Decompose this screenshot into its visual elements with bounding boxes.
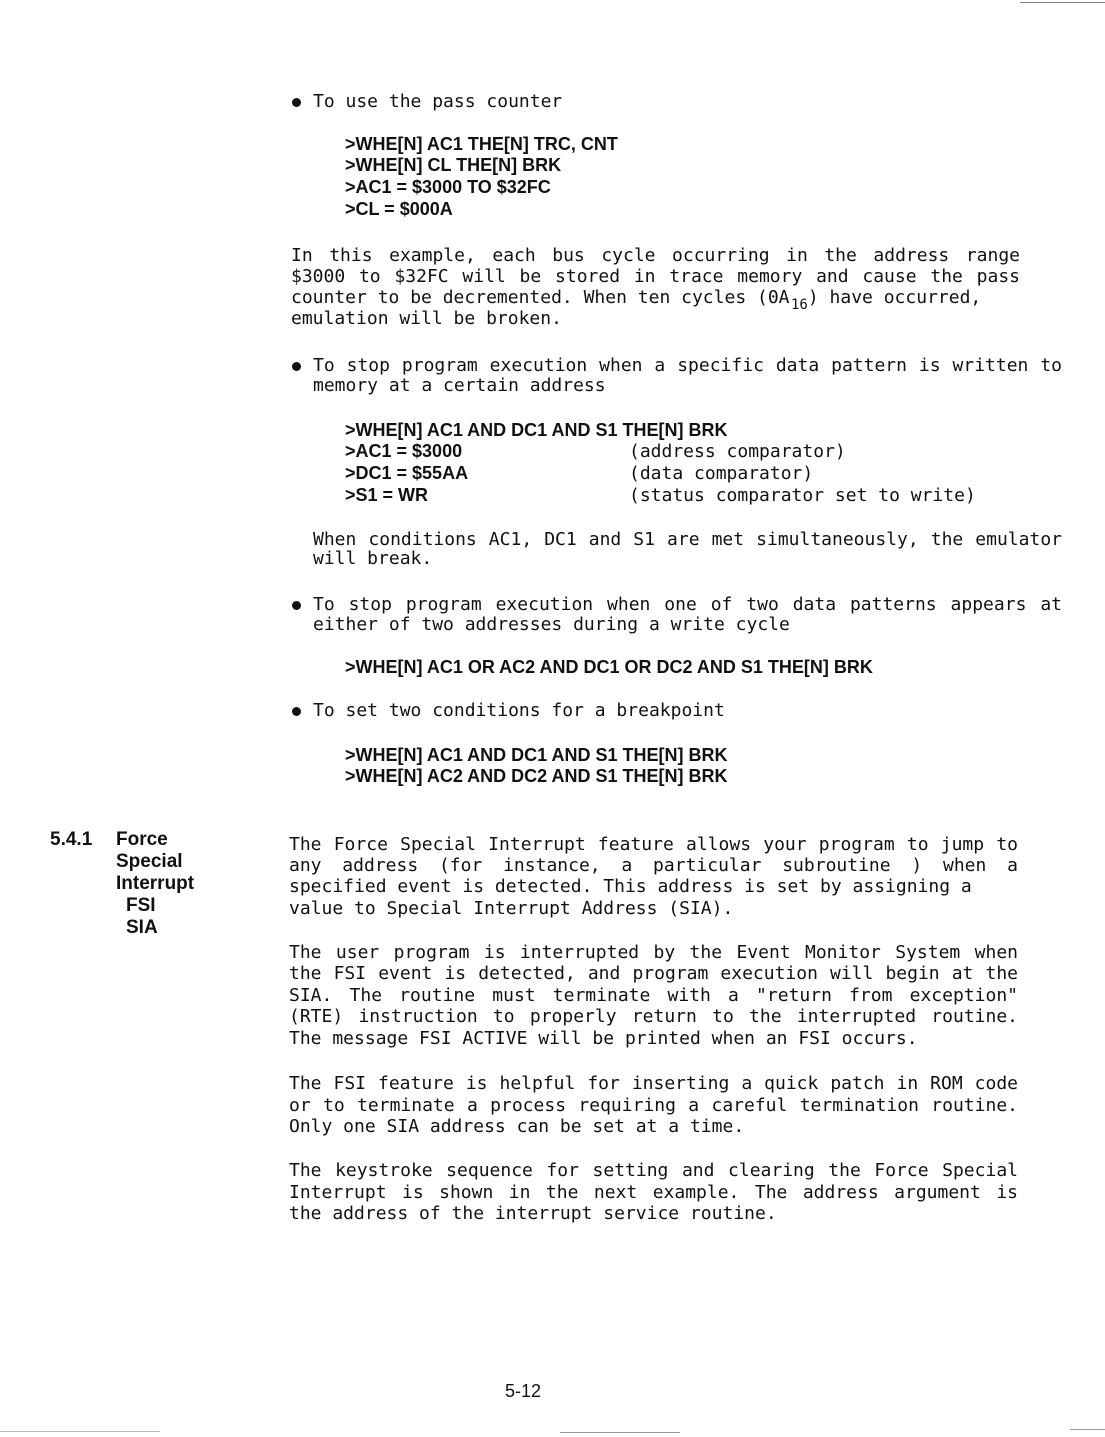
paragraph-line: specified event is detected. This address is set by assigning a xyxy=(289,876,972,897)
code-comment: (data comparator) xyxy=(629,463,814,484)
scan-edge-line xyxy=(1020,2,1105,3)
paragraph-line-end xyxy=(791,287,981,316)
paragraph-line: Interrupt is shown in the next example. The address argument is xyxy=(289,1182,1018,1203)
bullet-heading-line: either of two addresses during a write cycle xyxy=(313,614,790,635)
bullet-heading-line: To stop program execution when a specific data pattern is written to xyxy=(313,355,1062,376)
code-comment: (status comparator set to write) xyxy=(629,485,976,506)
scan-edge-line xyxy=(0,1431,160,1432)
bullet-dot xyxy=(292,98,301,107)
section-heading-line: Force xyxy=(116,829,168,850)
bullet-heading-line: To stop program execution when one of two data patterns appears at xyxy=(313,594,1062,615)
paragraph-line: emulation will be broken. xyxy=(291,308,562,329)
bullet-heading-line: memory at a certain address xyxy=(313,375,606,396)
bullet-dot xyxy=(292,362,301,371)
code-line: >AC1 = $3000 TO $32FC xyxy=(345,177,551,197)
paragraph-line: The Force Special Interrupt feature allows your program to jump to xyxy=(289,834,1018,855)
code-line: >CL = $000A xyxy=(345,199,453,219)
text-segment: counter to be decremented. When ten cycles (0A xyxy=(291,287,790,308)
paragraph-line: The FSI feature is helpful for inserting a quick patch in ROM code xyxy=(289,1073,1018,1094)
section-heading-line: FSI xyxy=(126,895,156,916)
paragraph-line: Only one SIA address can be set at a time. xyxy=(289,1116,745,1137)
code-line: >WHE[N] AC1 AND DC1 AND S1 THE[N] BRK xyxy=(345,420,728,440)
section-number: 5.4.1 xyxy=(50,829,93,850)
paragraph-line: $3000 to $32FC will be stored in trace memory and cause the pass xyxy=(291,266,1020,287)
bullet-dot xyxy=(292,707,301,716)
paragraph-line: (RTE) instruction to properly return to the interrupted routine. xyxy=(289,1006,1018,1027)
bullet-dot xyxy=(292,601,301,610)
section-heading-line: SIA xyxy=(126,917,158,938)
page-number: 5-12 xyxy=(505,1381,542,1401)
code-line: >WHE[N] AC1 AND DC1 AND S1 THE[N] BRK xyxy=(345,745,728,765)
code-line: >WHE[N] AC1 OR AC2 AND DC1 OR DC2 AND S1 THE[N] BRK xyxy=(345,657,873,677)
bullet-heading-pass-counter: To use the pass counter xyxy=(313,91,563,112)
code-line: >S1 = WR xyxy=(345,485,429,505)
paragraph-line: When conditions AC1, DC1 and S1 are met simultaneously, the emulator xyxy=(313,529,1062,550)
paragraph-line: In this example, each bus cycle occurring in the address range xyxy=(291,245,1020,266)
scan-edge-line xyxy=(1070,1429,1105,1430)
paragraph-line: The user program is interrupted by the Event Monitor System when xyxy=(289,942,1018,963)
code-comment: (address comparator) xyxy=(629,441,846,462)
paragraph-line: or to terminate a process requiring a careful termination routine. xyxy=(289,1095,1018,1116)
code-line: >WHE[N] CL THE[N] BRK xyxy=(345,155,562,175)
paragraph-line: will break. xyxy=(313,548,433,569)
subscript: 16 xyxy=(791,297,808,313)
section-heading-line: Interrupt xyxy=(116,873,195,894)
paragraph-line: SIA. The routine must terminate with a "return from exception" xyxy=(289,985,1018,1006)
scan-edge-line xyxy=(560,1432,680,1433)
bullet-heading-line: To set two conditions for a breakpoint xyxy=(313,700,725,721)
paragraph-line: the address of the interrupt service routine. xyxy=(289,1203,777,1224)
section-heading-line: Special xyxy=(116,851,183,872)
paragraph-line: The keystroke sequence for setting and clearing the Force Special xyxy=(289,1160,1018,1181)
paragraph-line: The message FSI ACTIVE will be printed when an FSI occurs. xyxy=(289,1028,918,1049)
paragraph-line: value to Special Interrupt Address (SIA). xyxy=(289,898,734,919)
code-line: >AC1 = $3000 xyxy=(345,441,463,461)
code-line: >WHE[N] AC2 AND DC2 AND S1 THE[N] BRK xyxy=(345,766,728,786)
code-line: >DC1 = $55AA xyxy=(345,463,469,483)
paragraph-line: any address (for instance, a particular subroutine ) when a xyxy=(289,855,1018,876)
text-segment: ) have occurred, xyxy=(807,287,982,308)
paragraph-line: the FSI event is detected, and program execution will begin at the xyxy=(289,963,1018,984)
code-line: >WHE[N] AC1 THE[N] TRC, CNT xyxy=(345,134,618,154)
